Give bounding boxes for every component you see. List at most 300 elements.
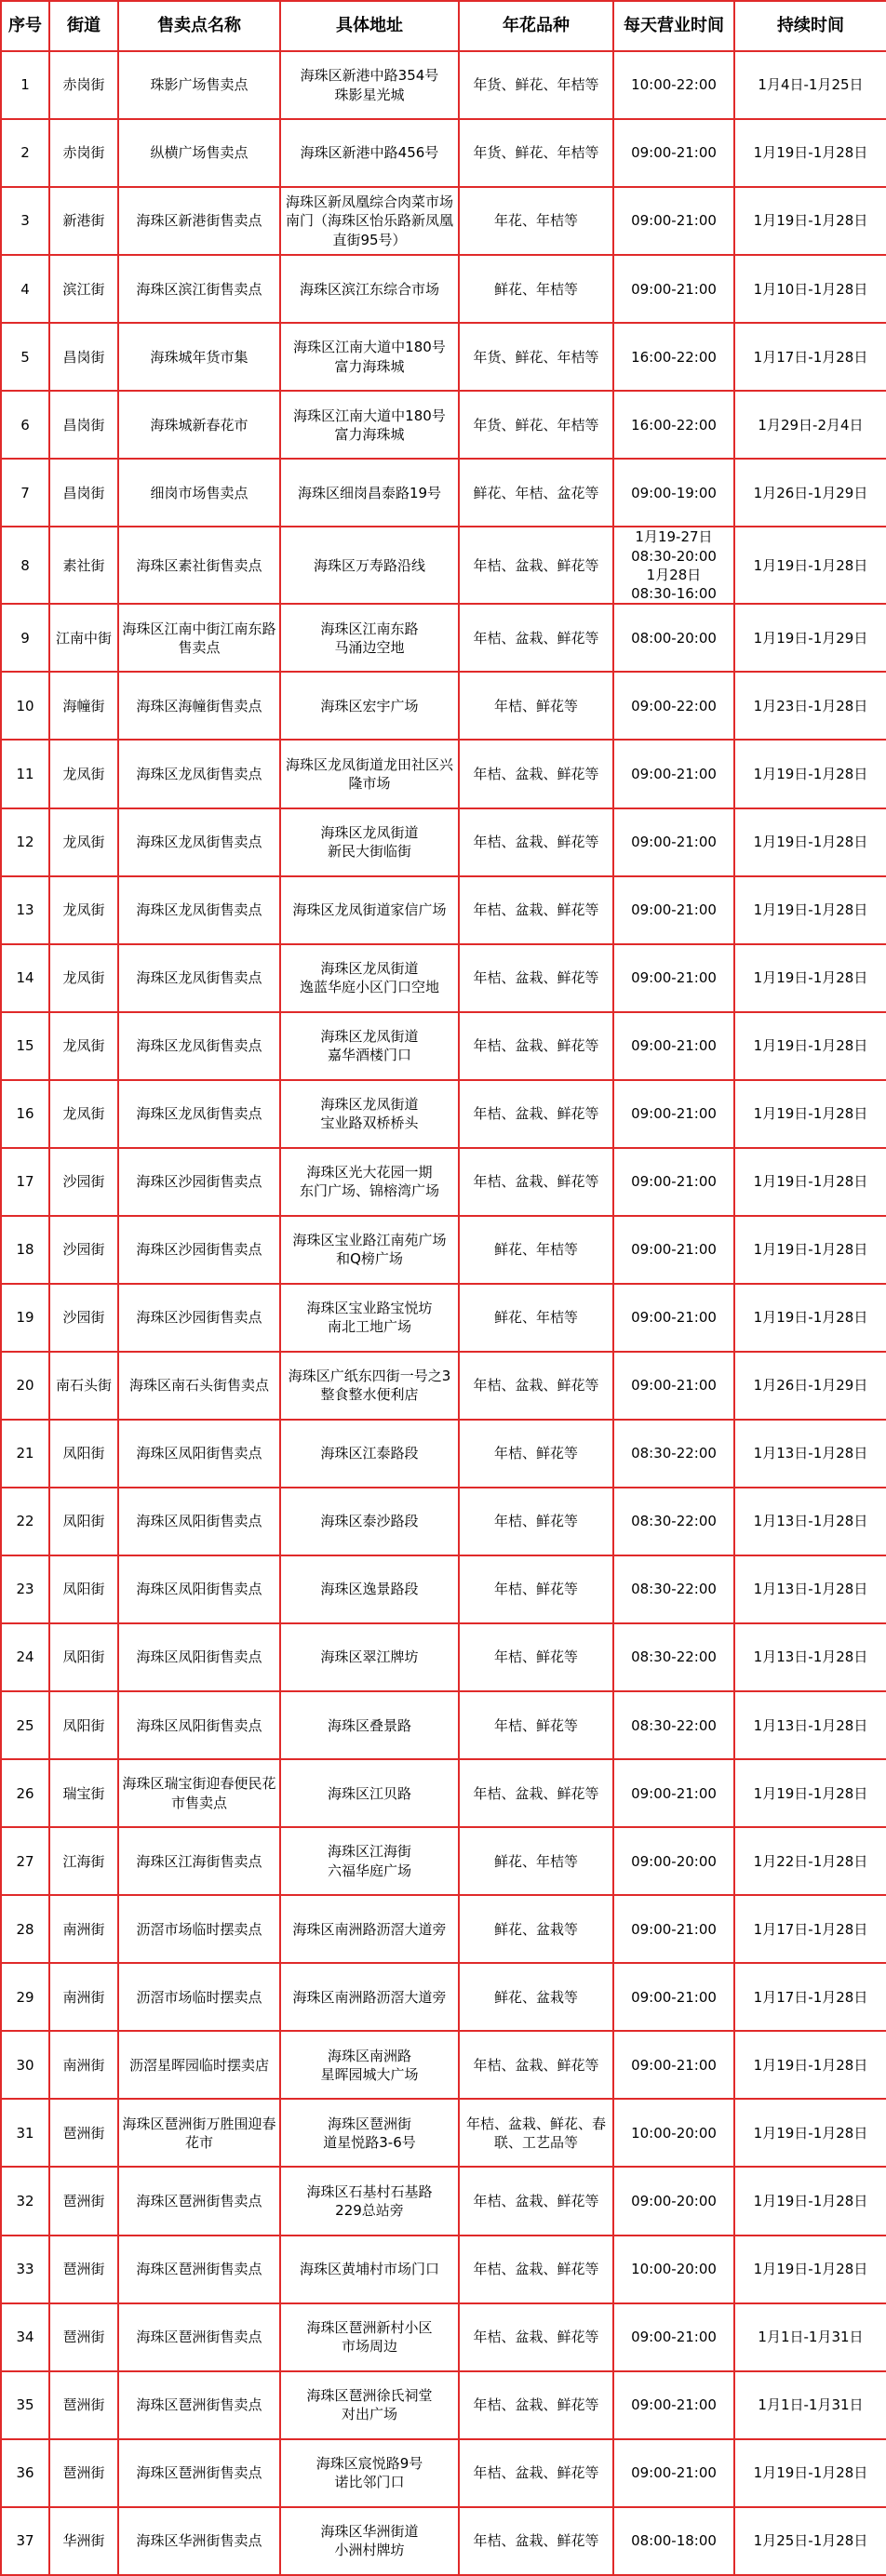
table-row	[1, 1080, 886, 1148]
table-header-row	[1, 1, 886, 51]
cell-flower-types: 年桔、盆栽、鲜花等	[459, 2167, 613, 2235]
table-row	[1, 527, 886, 604]
cell-index: 16	[1, 1080, 49, 1148]
cell-flower-types: 年桔、鲜花等	[459, 1555, 613, 1623]
cell-outlet-name: 纵横广场售卖点	[118, 119, 280, 187]
cell-flower-types: 年桔、盆栽、鲜花等	[459, 2236, 613, 2303]
table-row	[1, 1148, 886, 1216]
cell-daily-hours: 09:00-21:00	[613, 119, 734, 187]
cell-duration: 1月1日-1月31日	[734, 2303, 886, 2371]
cell-index: 18	[1, 1216, 49, 1284]
cell-address: 海珠区南洲路沥滘大道旁	[280, 1963, 459, 2031]
cell-duration: 1月19日-1月28日	[734, 1284, 886, 1352]
cell-address: 海珠区万寿路沿线	[280, 527, 459, 604]
cell-index: 5	[1, 323, 49, 391]
cell-address: 海珠区龙凤街道龙田社区兴隆市场	[280, 740, 459, 808]
cell-outlet-name: 海珠区沙园街售卖点	[118, 1216, 280, 1284]
cell-flower-types: 年桔、盆栽、鲜花等	[459, 2507, 613, 2575]
cell-flower-types: 年桔、盆栽、鲜花等	[459, 2303, 613, 2371]
cell-street: 昌岗街	[49, 391, 118, 459]
cell-duration: 1月26日-1月29日	[734, 1352, 886, 1420]
cell-index: 19	[1, 1284, 49, 1352]
cell-outlet-name: 海珠区琶洲街售卖点	[118, 2371, 280, 2439]
cell-duration: 1月19日-1月28日	[734, 740, 886, 808]
cell-outlet-name: 海珠区龙凤街售卖点	[118, 876, 280, 944]
header-address: 具体地址	[280, 1, 459, 51]
cell-outlet-name: 海珠区龙凤街售卖点	[118, 808, 280, 876]
cell-duration: 1月17日-1月28日	[734, 1963, 886, 2031]
cell-street: 龙凤街	[49, 740, 118, 808]
cell-duration: 1月19日-1月28日	[734, 527, 886, 604]
cell-daily-hours: 09:00-21:00	[613, 1963, 734, 2031]
cell-outlet-name: 海珠区江南中街江南东路售卖点	[118, 604, 280, 672]
cell-index: 28	[1, 1895, 49, 1963]
header-index: 序号	[1, 1, 49, 51]
table-row	[1, 1759, 886, 1827]
cell-index: 34	[1, 2303, 49, 2371]
table-row	[1, 323, 886, 391]
cell-duration: 1月19日-1月28日	[734, 1759, 886, 1827]
cell-outlet-name: 海珠城年货市集	[118, 323, 280, 391]
cell-address: 海珠区逸景路段	[280, 1555, 459, 1623]
table-row	[1, 1012, 886, 1080]
cell-address: 海珠区广纸东四街一号之3整食整水便利店	[280, 1352, 459, 1420]
cell-outlet-name: 海珠区凤阳街售卖点	[118, 1623, 280, 1691]
cell-daily-hours: 09:00-21:00	[613, 944, 734, 1012]
cell-outlet-name: 海珠区龙凤街售卖点	[118, 944, 280, 1012]
cell-daily-hours: 09:00-21:00	[613, 1012, 734, 1080]
cell-flower-types: 鲜花、年桔等	[459, 255, 613, 323]
table-row	[1, 2236, 886, 2303]
cell-outlet-name: 海珠区沙园街售卖点	[118, 1148, 280, 1216]
cell-index: 25	[1, 1691, 49, 1759]
cell-daily-hours: 09:00-21:00	[613, 255, 734, 323]
cell-street: 江海街	[49, 1827, 118, 1895]
header-daily-hours: 每天营业时间	[613, 1, 734, 51]
cell-street: 琶洲街	[49, 2439, 118, 2507]
cell-flower-types: 年花、年桔等	[459, 187, 613, 255]
cell-flower-types: 年货、鲜花、年桔等	[459, 119, 613, 187]
table-row	[1, 2439, 886, 2507]
cell-duration: 1月19日-1月28日	[734, 808, 886, 876]
cell-duration: 1月10日-1月28日	[734, 255, 886, 323]
cell-street: 素社街	[49, 527, 118, 604]
cell-flower-types: 年货、鲜花、年桔等	[459, 391, 613, 459]
cell-flower-types: 年桔、鲜花等	[459, 1691, 613, 1759]
table-row	[1, 119, 886, 187]
cell-street: 琶洲街	[49, 2236, 118, 2303]
table-row	[1, 1488, 886, 1555]
table-row	[1, 1352, 886, 1420]
cell-duration: 1月22日-1月28日	[734, 1827, 886, 1895]
cell-street: 沙园街	[49, 1216, 118, 1284]
cell-flower-types: 年桔、盆栽、鲜花等	[459, 944, 613, 1012]
cell-duration: 1月17日-1月28日	[734, 1895, 886, 1963]
cell-daily-hours: 09:00-21:00	[613, 740, 734, 808]
cell-flower-types: 鲜花、年桔等	[459, 1827, 613, 1895]
cell-flower-types: 年桔、盆栽、鲜花等	[459, 1012, 613, 1080]
cell-daily-hours: 08:30-22:00	[613, 1623, 734, 1691]
cell-duration: 1月19日-1月28日	[734, 2236, 886, 2303]
cell-index: 21	[1, 1420, 49, 1488]
cell-address: 海珠区宏宇广场	[280, 672, 459, 740]
cell-outlet-name: 海珠区琶洲街售卖点	[118, 2439, 280, 2507]
cell-flower-types: 年桔、鲜花等	[459, 672, 613, 740]
cell-duration: 1月19日-1月28日	[734, 944, 886, 1012]
header-duration: 持续时间	[734, 1, 886, 51]
table-row	[1, 740, 886, 808]
cell-duration: 1月13日-1月28日	[734, 1488, 886, 1555]
cell-address: 海珠区江贝路	[280, 1759, 459, 1827]
cell-index: 20	[1, 1352, 49, 1420]
cell-street: 昌岗街	[49, 459, 118, 527]
cell-flower-types: 年桔、鲜花等	[459, 1488, 613, 1555]
cell-flower-types: 年桔、盆栽、鲜花等	[459, 808, 613, 876]
cell-street: 龙凤街	[49, 808, 118, 876]
cell-outlet-name: 细岗市场售卖点	[118, 459, 280, 527]
cell-duration: 1月19日-1月28日	[734, 187, 886, 255]
cell-flower-types: 年桔、盆栽、鲜花等	[459, 1080, 613, 1148]
cell-street: 赤岗街	[49, 119, 118, 187]
cell-duration: 1月4日-1月25日	[734, 51, 886, 119]
cell-duration: 1月19日-1月28日	[734, 1148, 886, 1216]
cell-street: 南洲街	[49, 1895, 118, 1963]
cell-address: 海珠区江南东路 马涌边空地	[280, 604, 459, 672]
cell-index: 10	[1, 672, 49, 740]
cell-daily-hours: 08:00-20:00	[613, 604, 734, 672]
cell-flower-types: 年桔、盆栽、鲜花、春联、工艺品等	[459, 2099, 613, 2167]
cell-duration: 1月1日-1月31日	[734, 2371, 886, 2439]
cell-daily-hours: 09:00-21:00	[613, 2439, 734, 2507]
cell-outlet-name: 海珠区江海街售卖点	[118, 1827, 280, 1895]
cell-daily-hours: 08:30-22:00	[613, 1420, 734, 1488]
cell-address: 海珠区新凤凰综合肉菜市场南门（海珠区怡乐路新凤凰直街95号）	[280, 187, 459, 255]
header-outlet-name: 售卖点名称	[118, 1, 280, 51]
table-row	[1, 2507, 886, 2575]
cell-flower-types: 年桔、盆栽、鲜花等	[459, 1759, 613, 1827]
cell-index: 32	[1, 2167, 49, 2235]
cell-daily-hours: 09:00-21:00	[613, 1759, 734, 1827]
cell-duration: 1月17日-1月28日	[734, 323, 886, 391]
cell-address: 海珠区江南大道中180号 富力海珠城	[280, 323, 459, 391]
cell-daily-hours: 09:00-21:00	[613, 1080, 734, 1148]
cell-street: 沙园街	[49, 1284, 118, 1352]
cell-street: 南石头街	[49, 1352, 118, 1420]
cell-index: 31	[1, 2099, 49, 2167]
cell-duration: 1月26日-1月29日	[734, 459, 886, 527]
cell-index: 8	[1, 527, 49, 604]
cell-flower-types: 年货、鲜花、年桔等	[459, 323, 613, 391]
table-row	[1, 876, 886, 944]
table-row	[1, 808, 886, 876]
cell-daily-hours: 08:30-22:00	[613, 1691, 734, 1759]
cell-street: 华洲街	[49, 2507, 118, 2575]
cell-duration: 1月13日-1月28日	[734, 1623, 886, 1691]
cell-duration: 1月19日-1月28日	[734, 2099, 886, 2167]
cell-address: 海珠区江海街 六福华庭广场	[280, 1827, 459, 1895]
table-row	[1, 2031, 886, 2099]
cell-outlet-name: 海珠区瑞宝街迎春便民花市售卖点	[118, 1759, 280, 1827]
cell-duration: 1月19日-1月28日	[734, 2167, 886, 2235]
cell-outlet-name: 海珠城新春花市	[118, 391, 280, 459]
cell-outlet-name: 海珠区琶洲街售卖点	[118, 2236, 280, 2303]
cell-index: 12	[1, 808, 49, 876]
cell-address: 海珠区细岗昌泰路19号	[280, 459, 459, 527]
cell-duration: 1月19日-1月28日	[734, 1012, 886, 1080]
cell-street: 赤岗街	[49, 51, 118, 119]
cell-outlet-name: 海珠区龙凤街售卖点	[118, 740, 280, 808]
table-row	[1, 255, 886, 323]
cell-address: 海珠区宸悦路9号 诺比邻门口	[280, 2439, 459, 2507]
cell-duration: 1月13日-1月28日	[734, 1555, 886, 1623]
cell-street: 龙凤街	[49, 1012, 118, 1080]
header-street: 街道	[49, 1, 118, 51]
cell-street: 沙园街	[49, 1148, 118, 1216]
cell-outlet-name: 海珠区凤阳街售卖点	[118, 1691, 280, 1759]
cell-street: 龙凤街	[49, 944, 118, 1012]
cell-index: 27	[1, 1827, 49, 1895]
cell-daily-hours: 09:00-20:00	[613, 1827, 734, 1895]
cell-outlet-name: 海珠区凤阳街售卖点	[118, 1555, 280, 1623]
cell-index: 4	[1, 255, 49, 323]
cell-index: 36	[1, 2439, 49, 2507]
cell-address: 海珠区光大花园一期 东门广场、锦榕湾广场	[280, 1148, 459, 1216]
cell-outlet-name: 海珠区华洲街售卖点	[118, 2507, 280, 2575]
cell-duration: 1月29日-2月4日	[734, 391, 886, 459]
cell-address: 海珠区江泰路段	[280, 1420, 459, 1488]
cell-address: 海珠区琶洲新村小区 市场周边	[280, 2303, 459, 2371]
cell-outlet-name: 海珠区沙园街售卖点	[118, 1284, 280, 1352]
table-row	[1, 604, 886, 672]
cell-duration: 1月19日-1月28日	[734, 119, 886, 187]
cell-outlet-name: 海珠区海幢街售卖点	[118, 672, 280, 740]
cell-address: 海珠区新港中路456号	[280, 119, 459, 187]
cell-address: 海珠区滨江东综合市场	[280, 255, 459, 323]
cell-address: 海珠区南洲路沥滘大道旁	[280, 1895, 459, 1963]
cell-address: 海珠区琶洲徐氏祠堂 对出广场	[280, 2371, 459, 2439]
cell-street: 江南中街	[49, 604, 118, 672]
cell-duration: 1月19日-1月28日	[734, 2031, 886, 2099]
table-row	[1, 944, 886, 1012]
cell-daily-hours: 09:00-21:00	[613, 187, 734, 255]
cell-flower-types: 年桔、盆栽、鲜花等	[459, 527, 613, 604]
cell-daily-hours: 08:30-22:00	[613, 1555, 734, 1623]
cell-address: 海珠区翠江牌坊	[280, 1623, 459, 1691]
table-row	[1, 1963, 886, 2031]
cell-address: 海珠区石基村石基路 229总站旁	[280, 2167, 459, 2235]
cell-street: 凤阳街	[49, 1691, 118, 1759]
cell-index: 3	[1, 187, 49, 255]
cell-daily-hours: 09:00-21:00	[613, 1148, 734, 1216]
cell-outlet-name: 海珠区琶洲街售卖点	[118, 2167, 280, 2235]
cell-street: 龙凤街	[49, 876, 118, 944]
cell-index: 13	[1, 876, 49, 944]
cell-street: 海幢街	[49, 672, 118, 740]
cell-duration: 1月19日-1月29日	[734, 604, 886, 672]
cell-street: 凤阳街	[49, 1623, 118, 1691]
cell-daily-hours: 10:00-20:00	[613, 2236, 734, 2303]
cell-flower-types: 年桔、盆栽、鲜花等	[459, 1352, 613, 1420]
cell-daily-hours: 09:00-21:00	[613, 1284, 734, 1352]
cell-flower-types: 年桔、盆栽、鲜花等	[459, 876, 613, 944]
cell-flower-types: 年桔、盆栽、鲜花等	[459, 2439, 613, 2507]
cell-daily-hours: 09:00-21:00	[613, 876, 734, 944]
cell-duration: 1月19日-1月28日	[734, 1216, 886, 1284]
cell-address: 海珠区黄埔村市场门口	[280, 2236, 459, 2303]
cell-index: 23	[1, 1555, 49, 1623]
cell-address: 海珠区龙凤街道 嘉华酒楼门口	[280, 1012, 459, 1080]
cell-daily-hours: 09:00-21:00	[613, 1352, 734, 1420]
cell-street: 凤阳街	[49, 1555, 118, 1623]
table-row	[1, 1827, 886, 1895]
table-row	[1, 2167, 886, 2235]
cell-flower-types: 年桔、盆栽、鲜花等	[459, 2031, 613, 2099]
cell-outlet-name: 珠影广场售卖点	[118, 51, 280, 119]
cell-index: 11	[1, 740, 49, 808]
cell-index: 24	[1, 1623, 49, 1691]
cell-street: 滨江街	[49, 255, 118, 323]
cell-index: 2	[1, 119, 49, 187]
table-row	[1, 1623, 886, 1691]
cell-index: 7	[1, 459, 49, 527]
cell-street: 新港街	[49, 187, 118, 255]
cell-daily-hours: 10:00-20:00	[613, 2099, 734, 2167]
cell-outlet-name: 海珠区龙凤街售卖点	[118, 1080, 280, 1148]
cell-daily-hours: 09:00-21:00	[613, 1216, 734, 1284]
cell-duration: 1月19日-1月28日	[734, 2439, 886, 2507]
cell-index: 6	[1, 391, 49, 459]
cell-flower-types: 鲜花、盆栽等	[459, 1895, 613, 1963]
cell-flower-types: 年桔、盆栽、鲜花等	[459, 2371, 613, 2439]
table-row	[1, 1691, 886, 1759]
cell-daily-hours: 08:00-18:00	[613, 2507, 734, 2575]
cell-duration: 1月19日-1月28日	[734, 1080, 886, 1148]
cell-daily-hours: 16:00-22:00	[613, 323, 734, 391]
table-row	[1, 2303, 886, 2371]
cell-flower-types: 年桔、盆栽、鲜花等	[459, 604, 613, 672]
cell-outlet-name: 海珠区凤阳街售卖点	[118, 1488, 280, 1555]
cell-street: 琶洲街	[49, 2099, 118, 2167]
table-row	[1, 1420, 886, 1488]
cell-address: 海珠区华洲街道 小洲村牌坊	[280, 2507, 459, 2575]
cell-outlet-name: 海珠区素社街售卖点	[118, 527, 280, 604]
cell-daily-hours: 08:30-22:00	[613, 1488, 734, 1555]
cell-flower-types: 年桔、鲜花等	[459, 1623, 613, 1691]
table-row	[1, 1284, 886, 1352]
cell-address: 海珠区江南大道中180号 富力海珠城	[280, 391, 459, 459]
cell-index: 22	[1, 1488, 49, 1555]
cell-daily-hours: 09:00-21:00	[613, 2371, 734, 2439]
cell-outlet-name: 沥滘星晖园临时摆卖店	[118, 2031, 280, 2099]
cell-outlet-name: 海珠区琶洲街售卖点	[118, 2303, 280, 2371]
table-row	[1, 2099, 886, 2167]
table-row	[1, 391, 886, 459]
cell-flower-types: 鲜花、盆栽等	[459, 1963, 613, 2031]
cell-flower-types: 年桔、盆栽、鲜花等	[459, 1148, 613, 1216]
cell-flower-types: 鲜花、年桔等	[459, 1216, 613, 1284]
cell-address: 海珠区泰沙路段	[280, 1488, 459, 1555]
cell-address: 海珠区宝业路江南苑广场 和Q榜广场	[280, 1216, 459, 1284]
cell-daily-hours: 1月19-27日 08:30-20:00 1月28日 08:30-16:00	[613, 527, 734, 604]
cell-index: 1	[1, 51, 49, 119]
cell-daily-hours: 09:00-21:00	[613, 2031, 734, 2099]
cell-daily-hours: 16:00-22:00	[613, 391, 734, 459]
cell-daily-hours: 09:00-19:00	[613, 459, 734, 527]
cell-street: 龙凤街	[49, 1080, 118, 1148]
cell-street: 凤阳街	[49, 1488, 118, 1555]
table-row	[1, 1216, 886, 1284]
cell-outlet-name: 海珠区琶洲街万胜围迎春花市	[118, 2099, 280, 2167]
table-row	[1, 459, 886, 527]
cell-daily-hours: 09:00-21:00	[613, 808, 734, 876]
cell-address: 海珠区龙凤街道 宝业路双桥桥头	[280, 1080, 459, 1148]
cell-daily-hours: 10:00-22:00	[613, 51, 734, 119]
cell-address: 海珠区新港中路354号 珠影星光城	[280, 51, 459, 119]
cell-duration: 1月25日-1月28日	[734, 2507, 886, 2575]
cell-street: 瑞宝街	[49, 1759, 118, 1827]
cell-duration: 1月19日-1月28日	[734, 876, 886, 944]
cell-index: 17	[1, 1148, 49, 1216]
cell-street: 琶洲街	[49, 2167, 118, 2235]
cell-duration: 1月13日-1月28日	[734, 1691, 886, 1759]
cell-daily-hours: 09:00-20:00	[613, 2167, 734, 2235]
cell-index: 33	[1, 2236, 49, 2303]
table-body	[1, 51, 886, 2575]
cell-street: 琶洲街	[49, 2303, 118, 2371]
table-row	[1, 187, 886, 255]
cell-flower-types: 年桔、盆栽、鲜花等	[459, 740, 613, 808]
cell-outlet-name: 海珠区新港街售卖点	[118, 187, 280, 255]
cell-index: 35	[1, 2371, 49, 2439]
cell-index: 26	[1, 1759, 49, 1827]
cell-index: 9	[1, 604, 49, 672]
cell-outlet-name: 沥滘市场临时摆卖点	[118, 1963, 280, 2031]
cell-address: 海珠区琶洲街 道星悦路3-6号	[280, 2099, 459, 2167]
header-flower-types: 年花品种	[459, 1, 613, 51]
cell-flower-types: 鲜花、年桔等	[459, 1284, 613, 1352]
cell-flower-types: 年桔、鲜花等	[459, 1420, 613, 1488]
cell-index: 37	[1, 2507, 49, 2575]
cell-index: 29	[1, 1963, 49, 2031]
cell-address: 海珠区龙凤街道 逸蓝华庭小区门口空地	[280, 944, 459, 1012]
cell-street: 琶洲街	[49, 2371, 118, 2439]
cell-street: 南洲街	[49, 2031, 118, 2099]
cell-index: 30	[1, 2031, 49, 2099]
cell-outlet-name: 海珠区凤阳街售卖点	[118, 1420, 280, 1488]
cell-flower-types: 年货、鲜花、年桔等	[459, 51, 613, 119]
cell-street: 凤阳街	[49, 1420, 118, 1488]
cell-address: 海珠区叠景路	[280, 1691, 459, 1759]
cell-duration: 1月23日-1月28日	[734, 672, 886, 740]
cell-flower-types: 鲜花、年桔、盆花等	[459, 459, 613, 527]
table-row	[1, 51, 886, 119]
cell-daily-hours: 09:00-21:00	[613, 2303, 734, 2371]
cell-outlet-name: 海珠区南石头街售卖点	[118, 1352, 280, 1420]
cell-outlet-name: 海珠区龙凤街售卖点	[118, 1012, 280, 1080]
cell-duration: 1月13日-1月28日	[734, 1420, 886, 1488]
cell-daily-hours: 09:00-22:00	[613, 672, 734, 740]
cell-address: 海珠区宝业路宝悦坊 南北工地广场	[280, 1284, 459, 1352]
table-row	[1, 1895, 886, 1963]
cell-address: 海珠区龙凤街道家信广场	[280, 876, 459, 944]
table-row	[1, 1555, 886, 1623]
table-row	[1, 672, 886, 740]
cell-address: 海珠区南洲路 星晖园城大广场	[280, 2031, 459, 2099]
cell-address: 海珠区龙凤街道 新民大街临街	[280, 808, 459, 876]
cell-street: 南洲街	[49, 1963, 118, 2031]
cell-daily-hours: 09:00-21:00	[613, 1895, 734, 1963]
cell-index: 15	[1, 1012, 49, 1080]
